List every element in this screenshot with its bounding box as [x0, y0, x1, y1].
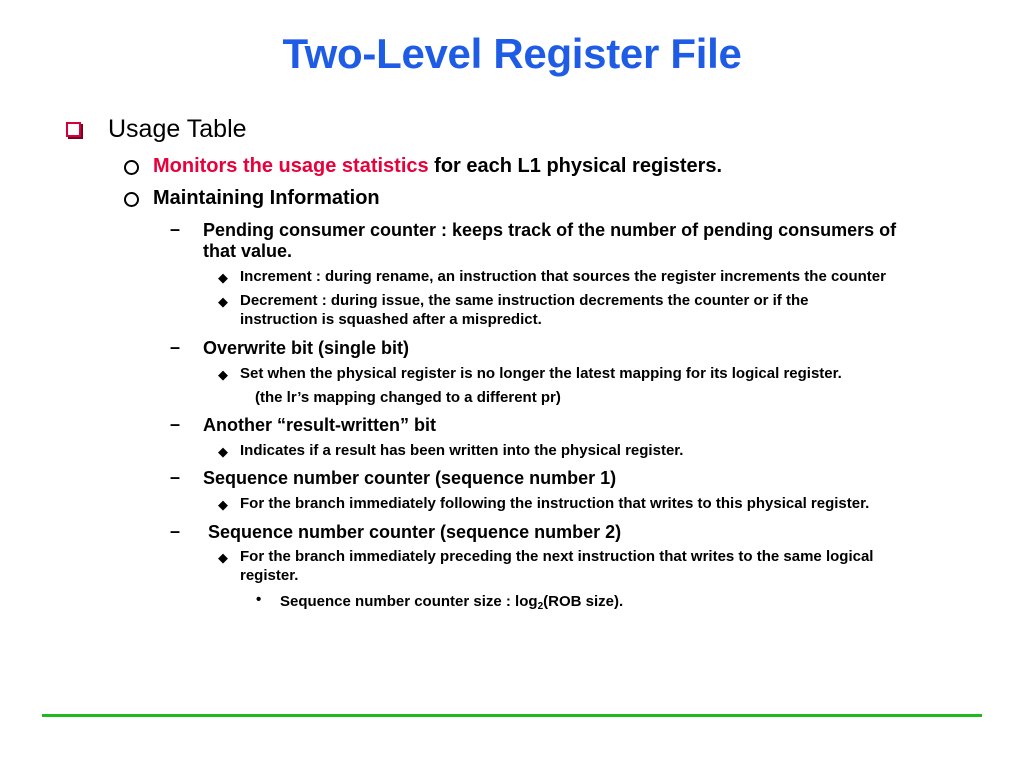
diamond-bullet-icon: ◆ [218, 497, 228, 512]
monitors-rest: for each L1 physical registers. [428, 155, 723, 177]
seq2-heading: Sequence number counter (sequence number 2) [203, 522, 622, 542]
pending-line-2: that value. [203, 241, 293, 261]
diamond-bullet-icon: ◆ [218, 367, 228, 382]
counter-size-prefix: Sequence number counter size : log [280, 593, 538, 610]
seq1-branch-text: For the branch immediately following the instruction that writes to this physical register. [240, 495, 870, 512]
page-title: Two-Level Register File [282, 30, 742, 77]
circle-bullet-icon [124, 160, 139, 175]
dash-bullet-icon: – [170, 337, 181, 357]
dash-bullet-icon: – [170, 414, 181, 434]
seq2-branch-line-2: register. [240, 567, 299, 584]
dash-bullet-icon: – [170, 219, 181, 239]
counter-size-subscript: 2 [537, 601, 544, 612]
decrement-line-2: instruction is squashed after a mispredict. [240, 311, 542, 328]
dot-bullet-icon: • [256, 591, 262, 608]
seq1-heading: Sequence number counter (sequence number 1) [203, 468, 617, 488]
monitors-line [153, 155, 722, 178]
counter-size-text [280, 593, 623, 610]
seq2-branch-line-1: For the branch immediately preceding the next instruction that writes to the same logical [240, 548, 874, 565]
pending-line-1: Pending consumer counter : keeps track of the number of pending consumers of [203, 220, 897, 240]
dash-bullet-icon: – [170, 467, 181, 487]
diamond-bullet-icon: ◆ [218, 270, 228, 285]
set-when-text: Set when the physical register is no longer the latest mapping for its logical register. [240, 365, 842, 382]
result-written-heading: Another “result-written” bit [203, 415, 436, 435]
maintaining-heading: Maintaining Information [153, 187, 380, 209]
counter-size-suffix: (ROB size). [543, 593, 624, 610]
dash-bullet-icon: – [170, 521, 181, 541]
square-bullet-icon [66, 122, 81, 137]
overwrite-heading: Overwrite bit (single bit) [203, 338, 410, 358]
increment-text: Increment : during rename, an instruction that sources the register increments the counter [240, 268, 886, 285]
diamond-bullet-icon: ◆ [218, 444, 228, 459]
decrement-line-1: Decrement : during issue, the same instruction decrements the counter or if the [240, 292, 809, 309]
diamond-bullet-icon: ◆ [218, 294, 228, 309]
lr-mapping-text: (the lr’s mapping changed to a different pr) [255, 389, 561, 406]
monitors-highlight: Monitors the usage statistics [153, 155, 429, 177]
circle-bullet-icon [124, 192, 139, 207]
usage-table-heading: Usage Table [108, 115, 247, 143]
footer-divider [42, 714, 982, 717]
indicates-text: Indicates if a result has been written into the physical register. [240, 442, 684, 459]
diamond-bullet-icon: ◆ [218, 550, 228, 565]
